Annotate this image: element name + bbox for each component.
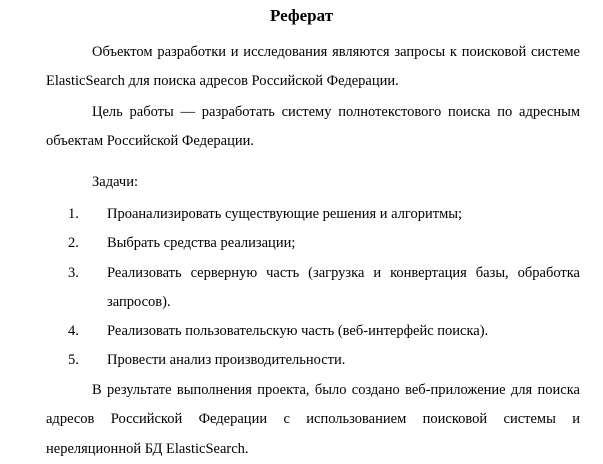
list-item-number: 3. <box>68 264 79 281</box>
list-item-number: 5. <box>68 352 79 369</box>
list-item-number: 4. <box>68 323 79 340</box>
list-item <box>46 200 580 229</box>
list-item-number: 1. <box>68 206 79 222</box>
list-item-text: Реализовать серверную часть (загрузка и конвертация базы, обработка запросов). <box>107 264 580 310</box>
list-item <box>46 346 580 375</box>
tasks-list <box>46 200 580 376</box>
paragraph-result: В результате выполнения проекта, было создано веб-приложение для поиска адресов Российской Федерации с использованием поисковой системы и нереляционной БД ElasticSearch. <box>46 382 580 457</box>
paragraph-object: Объектом разработки и исследования являются запросы к поисковой системе ElasticSearch для поиска адресов Российской Федерации. <box>46 44 580 90</box>
list-item-text: Выбрать средства реализации; <box>107 235 296 252</box>
list-item-text: Провести анализ производительности. <box>107 352 346 369</box>
list-item-text: Проанализировать существующие решения и алгоритмы; <box>107 206 463 222</box>
tasks-label: Задачи: <box>92 174 139 190</box>
list-item-text: Реализовать пользовательскую часть (веб-интерфейс поиска). <box>107 323 489 340</box>
page-title: Реферат <box>269 6 334 25</box>
list-item <box>46 229 580 258</box>
list-item-number: 2. <box>68 235 79 252</box>
paragraph-goal: Цель работы — разработать систему полнотекстового поиска по адресным объектам Российской Федерации. <box>46 104 580 150</box>
list-item <box>46 317 580 346</box>
list-item <box>46 259 580 318</box>
